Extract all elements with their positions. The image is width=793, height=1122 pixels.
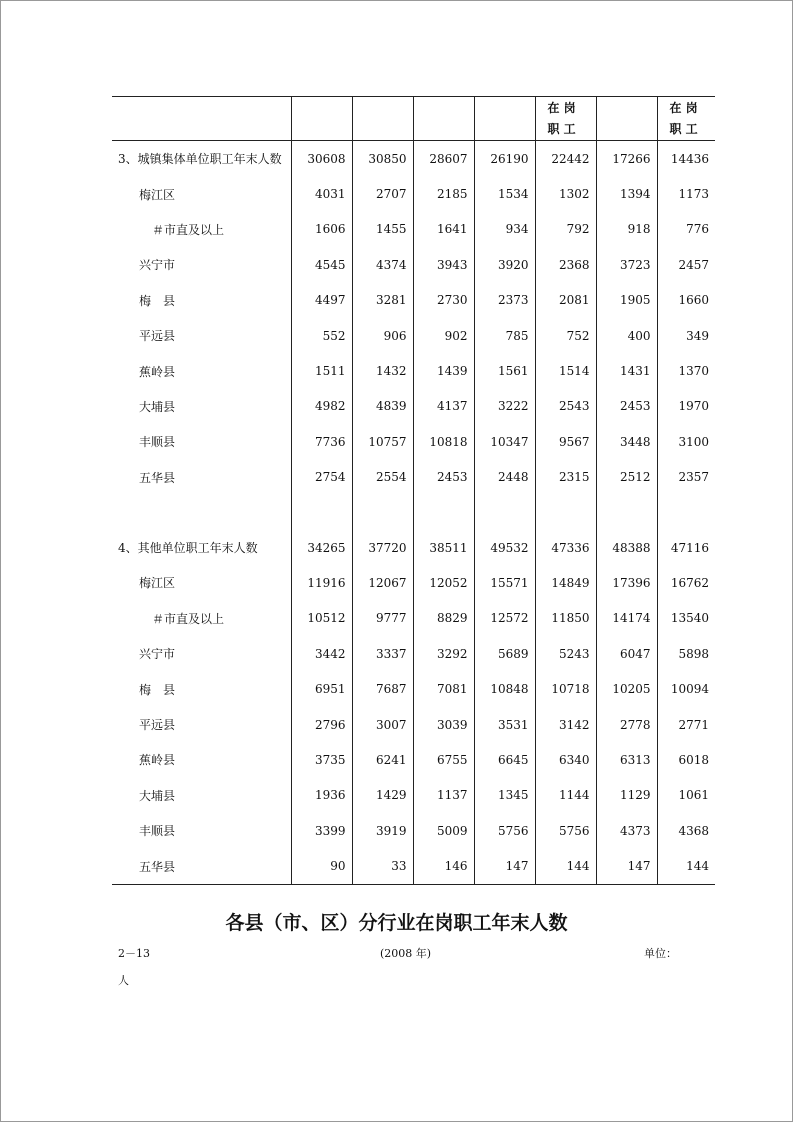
value-cell: 5756	[474, 813, 535, 848]
value-cell: 6645	[474, 742, 535, 777]
row-label: 4、其他单位职工年末人数	[118, 541, 258, 556]
value-cell: 2754	[291, 460, 352, 495]
row-label: 兴宁市	[139, 647, 176, 662]
table-code: 2－13	[118, 947, 150, 960]
value-cell: 1137	[413, 778, 474, 813]
value-cell: 2448	[474, 460, 535, 495]
value-cell: 1936	[291, 778, 352, 813]
table-row	[112, 176, 715, 211]
value-cell: 2778	[596, 707, 657, 742]
spacer-cell	[596, 495, 657, 530]
value-cell: 3442	[291, 636, 352, 671]
spacer-cell	[413, 495, 474, 530]
row-label: 梅江区	[139, 187, 176, 202]
row-label: 平远县	[139, 718, 176, 733]
table-header-row	[112, 97, 715, 141]
value-cell: 1144	[535, 778, 596, 813]
value-cell: 11916	[291, 565, 352, 600]
header-cell	[352, 97, 413, 141]
value-cell: 10718	[535, 671, 596, 706]
value-cell: 1660	[657, 283, 715, 318]
value-cell: 1439	[413, 353, 474, 388]
table-row	[112, 283, 715, 318]
value-cell: 14849	[535, 565, 596, 600]
value-cell: 10205	[596, 671, 657, 706]
value-cell: 2543	[535, 389, 596, 424]
table-row	[112, 636, 715, 671]
value-cell: 9777	[352, 601, 413, 636]
table-row	[112, 742, 715, 777]
table-row	[112, 389, 715, 424]
value-cell: 6755	[413, 742, 474, 777]
value-cell: 2315	[535, 460, 596, 495]
header-line: 职 工	[547, 121, 576, 136]
value-cell: 30608	[291, 141, 352, 177]
value-cell: 4839	[352, 389, 413, 424]
unit-value: 人	[118, 974, 129, 987]
row-label: 梅江区	[139, 576, 176, 591]
value-cell: 1534	[474, 176, 535, 211]
value-cell: 1455	[352, 212, 413, 247]
value-cell: 1970	[657, 389, 715, 424]
value-cell: 3100	[657, 424, 715, 459]
row-label: ＃市直及以上	[152, 611, 225, 626]
value-cell: 2081	[535, 283, 596, 318]
table-row	[112, 565, 715, 600]
value-cell: 47336	[535, 530, 596, 565]
value-cell: 4982	[291, 389, 352, 424]
employment-table	[112, 96, 715, 885]
value-cell: 7687	[352, 671, 413, 706]
value-cell: 349	[657, 318, 715, 353]
value-cell: 1641	[413, 212, 474, 247]
spacer-row	[112, 495, 715, 530]
row-label: 丰顺县	[139, 435, 176, 450]
value-cell: 17396	[596, 565, 657, 600]
value-cell: 1514	[535, 353, 596, 388]
value-cell: 4368	[657, 813, 715, 848]
value-cell: 3919	[352, 813, 413, 848]
value-cell: 12067	[352, 565, 413, 600]
value-cell: 5898	[657, 636, 715, 671]
row-label: 蕉岭县	[139, 364, 176, 379]
header-cell-on-post-workers	[657, 97, 715, 141]
value-cell: 1173	[657, 176, 715, 211]
header-cell	[474, 97, 535, 141]
row-label: 五华县	[112, 848, 291, 884]
value-cell: 934	[474, 212, 535, 247]
table-row	[112, 424, 715, 459]
value-cell: 1302	[535, 176, 596, 211]
table-row	[112, 530, 715, 565]
value-cell: 7081	[413, 671, 474, 706]
value-cell: 1129	[596, 778, 657, 813]
table-row	[112, 212, 715, 247]
table-row	[112, 247, 715, 282]
value-cell: 2730	[413, 283, 474, 318]
value-cell: 1345	[474, 778, 535, 813]
value-cell: 4031	[291, 176, 352, 211]
table-row	[112, 460, 715, 495]
value-cell: 3337	[352, 636, 413, 671]
value-cell: 776	[657, 212, 715, 247]
value-cell: 10094	[657, 671, 715, 706]
table-row	[112, 707, 715, 742]
value-cell: 5756	[535, 813, 596, 848]
value-cell: 4374	[352, 247, 413, 282]
row-label: 兴宁市	[139, 258, 176, 273]
row-label: 丰顺县	[139, 824, 176, 839]
value-cell: 3039	[413, 707, 474, 742]
value-cell: 6241	[352, 742, 413, 777]
table-row	[112, 848, 715, 884]
value-cell: 902	[413, 318, 474, 353]
value-cell: 1061	[657, 778, 715, 813]
value-cell: 3448	[596, 424, 657, 459]
value-cell: 6047	[596, 636, 657, 671]
value-cell: 3292	[413, 636, 474, 671]
spacer-cell	[657, 495, 715, 530]
page-title: 各县（市、区）分行业在岗职工年末人数	[225, 912, 568, 934]
value-cell: 11850	[535, 601, 596, 636]
table-row	[112, 601, 715, 636]
header-cell-label	[112, 97, 291, 141]
value-cell: 918	[596, 212, 657, 247]
header-cell-on-post-workers	[535, 97, 596, 141]
value-cell: 3222	[474, 389, 535, 424]
value-cell: 2554	[352, 460, 413, 495]
value-cell: 26190	[474, 141, 535, 177]
value-cell: 6313	[596, 742, 657, 777]
value-cell: 400	[596, 318, 657, 353]
value-cell: 38511	[413, 530, 474, 565]
value-cell: 1429	[352, 778, 413, 813]
spacer-cell	[291, 495, 352, 530]
value-cell: 3007	[352, 707, 413, 742]
value-cell: 3142	[535, 707, 596, 742]
value-cell: 47116	[657, 530, 715, 565]
table-row	[112, 141, 715, 177]
value-cell: 1905	[596, 283, 657, 318]
value-cell: 2453	[413, 460, 474, 495]
value-cell: 4137	[413, 389, 474, 424]
row-label: 梅 县	[139, 293, 176, 308]
value-cell: 2185	[413, 176, 474, 211]
value-cell: 14174	[596, 601, 657, 636]
value-cell: 3399	[291, 813, 352, 848]
value-cell: 3723	[596, 247, 657, 282]
unit-label: 单位：	[644, 947, 677, 960]
value-cell: 2512	[596, 460, 657, 495]
value-cell: 2453	[596, 389, 657, 424]
row-label: 大埔县	[139, 788, 176, 803]
value-cell: 3281	[352, 283, 413, 318]
value-cell: 12052	[413, 565, 474, 600]
value-cell: 2707	[352, 176, 413, 211]
value-cell: 7736	[291, 424, 352, 459]
spacer-cell	[352, 495, 413, 530]
value-cell: 48388	[596, 530, 657, 565]
value-cell: 785	[474, 318, 535, 353]
value-cell: 1432	[352, 353, 413, 388]
table-row	[112, 671, 715, 706]
value-cell: 10347	[474, 424, 535, 459]
value-cell: 144	[657, 848, 715, 884]
value-cell: 34265	[291, 530, 352, 565]
value-cell: 37720	[352, 530, 413, 565]
value-cell: 12572	[474, 601, 535, 636]
table-row	[112, 778, 715, 813]
value-cell: 8829	[413, 601, 474, 636]
value-cell: 1394	[596, 176, 657, 211]
row-label: 3、城镇集体单位职工年末人数	[118, 152, 282, 167]
header-line: 职 工	[669, 121, 698, 136]
value-cell: 792	[535, 212, 596, 247]
value-cell: 28607	[413, 141, 474, 177]
value-cell: 1606	[291, 212, 352, 247]
value-cell: 2368	[535, 247, 596, 282]
value-cell: 13540	[657, 601, 715, 636]
value-cell: 6340	[535, 742, 596, 777]
value-cell: 6018	[657, 742, 715, 777]
header-line: 在 岗	[669, 100, 698, 115]
table-row	[112, 353, 715, 388]
value-cell: 1431	[596, 353, 657, 388]
value-cell: 10757	[352, 424, 413, 459]
value-cell: 147	[474, 848, 535, 884]
value-cell: 17266	[596, 141, 657, 177]
value-cell: 4497	[291, 283, 352, 318]
value-cell: 3531	[474, 707, 535, 742]
row-label: 大埔县	[139, 399, 176, 414]
table-row	[112, 318, 715, 353]
value-cell: 10512	[291, 601, 352, 636]
table-row	[112, 813, 715, 848]
value-cell: 147	[596, 848, 657, 884]
value-cell: 2771	[657, 707, 715, 742]
header-cell	[596, 97, 657, 141]
row-label: 五华县	[139, 470, 176, 485]
value-cell: 2796	[291, 707, 352, 742]
value-cell: 2457	[657, 247, 715, 282]
value-cell: 1511	[291, 353, 352, 388]
header-cell	[413, 97, 474, 141]
value-cell: 49532	[474, 530, 535, 565]
value-cell: 33	[352, 848, 413, 884]
value-cell: 3735	[291, 742, 352, 777]
value-cell: 5009	[413, 813, 474, 848]
value-cell: 14436	[657, 141, 715, 177]
value-cell: 10848	[474, 671, 535, 706]
value-cell: 15571	[474, 565, 535, 600]
value-cell: 5689	[474, 636, 535, 671]
spacer-cell	[474, 495, 535, 530]
value-cell: 144	[535, 848, 596, 884]
value-cell: 4545	[291, 247, 352, 282]
header-cell	[291, 97, 352, 141]
table-year: (2008 年)	[380, 947, 432, 960]
value-cell: 2357	[657, 460, 715, 495]
value-cell: 16762	[657, 565, 715, 600]
value-cell: 3943	[413, 247, 474, 282]
header-line: 在 岗	[547, 100, 576, 115]
spacer-cell	[535, 495, 596, 530]
value-cell: 30850	[352, 141, 413, 177]
value-cell: 1370	[657, 353, 715, 388]
value-cell: 3920	[474, 247, 535, 282]
value-cell: 90	[291, 848, 352, 884]
row-label: 梅 县	[139, 682, 176, 697]
value-cell: 752	[535, 318, 596, 353]
value-cell: 22442	[535, 141, 596, 177]
value-cell: 1561	[474, 353, 535, 388]
row-label: 蕉岭县	[139, 753, 176, 768]
value-cell: 4373	[596, 813, 657, 848]
value-cell: 552	[291, 318, 352, 353]
spacer-cell	[112, 495, 291, 530]
value-cell: 906	[352, 318, 413, 353]
value-cell: 10818	[413, 424, 474, 459]
value-cell: 9567	[535, 424, 596, 459]
value-cell: 6951	[291, 671, 352, 706]
value-cell: 5243	[535, 636, 596, 671]
row-label: 平远县	[139, 329, 176, 344]
value-cell: 2373	[474, 283, 535, 318]
value-cell: 146	[413, 848, 474, 884]
row-label: ＃市直及以上	[152, 222, 225, 237]
